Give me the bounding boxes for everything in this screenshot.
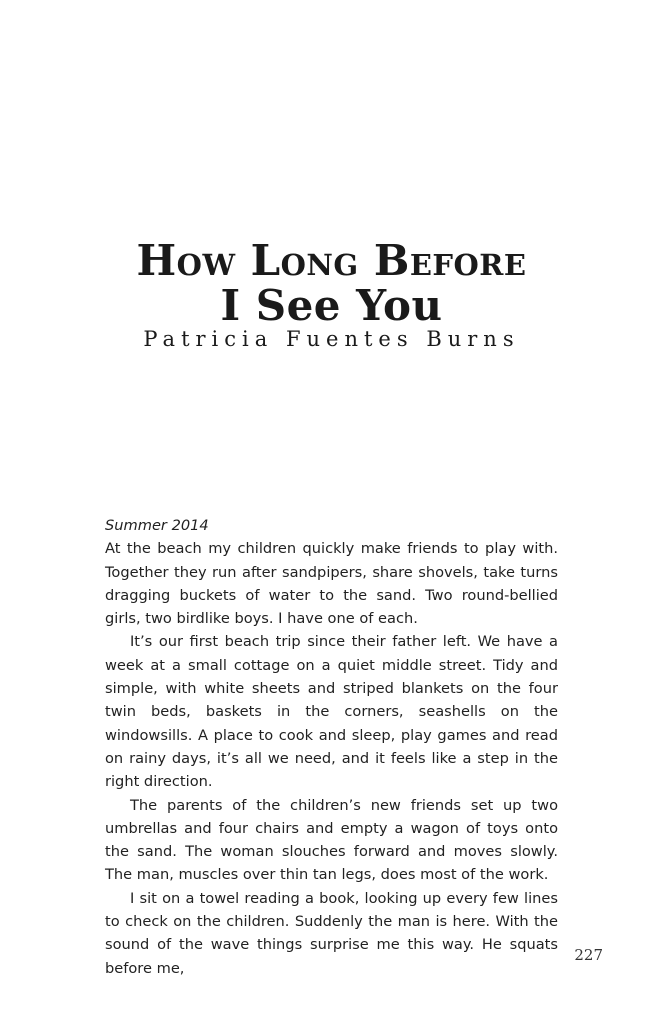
paragraph-2: It’s our first beach trip since their father left. We have a week at a small cottage on a quiet middle street. Tidy and simple, with white sheets and striped blankets on the four twin beds, baskets in the corners, seashells on the windowsills. A place to cook and sleep, play games and read on rainy days, it’s all we need, and it feels like a step in the right direction. — [105, 633, 558, 791]
story-body — [105, 514, 558, 980]
paragraph-1: At the beach my children quickly make friends to play with. Together they run after sandpipers, share shovels, take turns dragging buckets of water to the sand. Two round-bellied girls, two birdlike boys. I have one of each. — [105, 540, 558, 628]
paragraph-3: The parents of the children’s new friends set up two umbrellas and four chairs and empty a wagon of toys onto the sand. The woman slouches forward and moves slowly. The man, muscles over thin tan legs, does most of the work. — [105, 796, 558, 884]
story-title-line-2: I See You — [220, 281, 443, 330]
paragraph-4: I sit on a towel reading a book, looking up every few lines to check on the children. Suddenly the man is here. With the sound of the wave things surprise me this way. He squats before me, — [105, 889, 558, 977]
page-number: 227 — [574, 946, 603, 964]
story-date: Summer 2014 — [105, 517, 209, 534]
story-title-line-1: How Long Before — [136, 236, 527, 285]
author-name: Patricia Fuentes Burns — [143, 327, 520, 351]
